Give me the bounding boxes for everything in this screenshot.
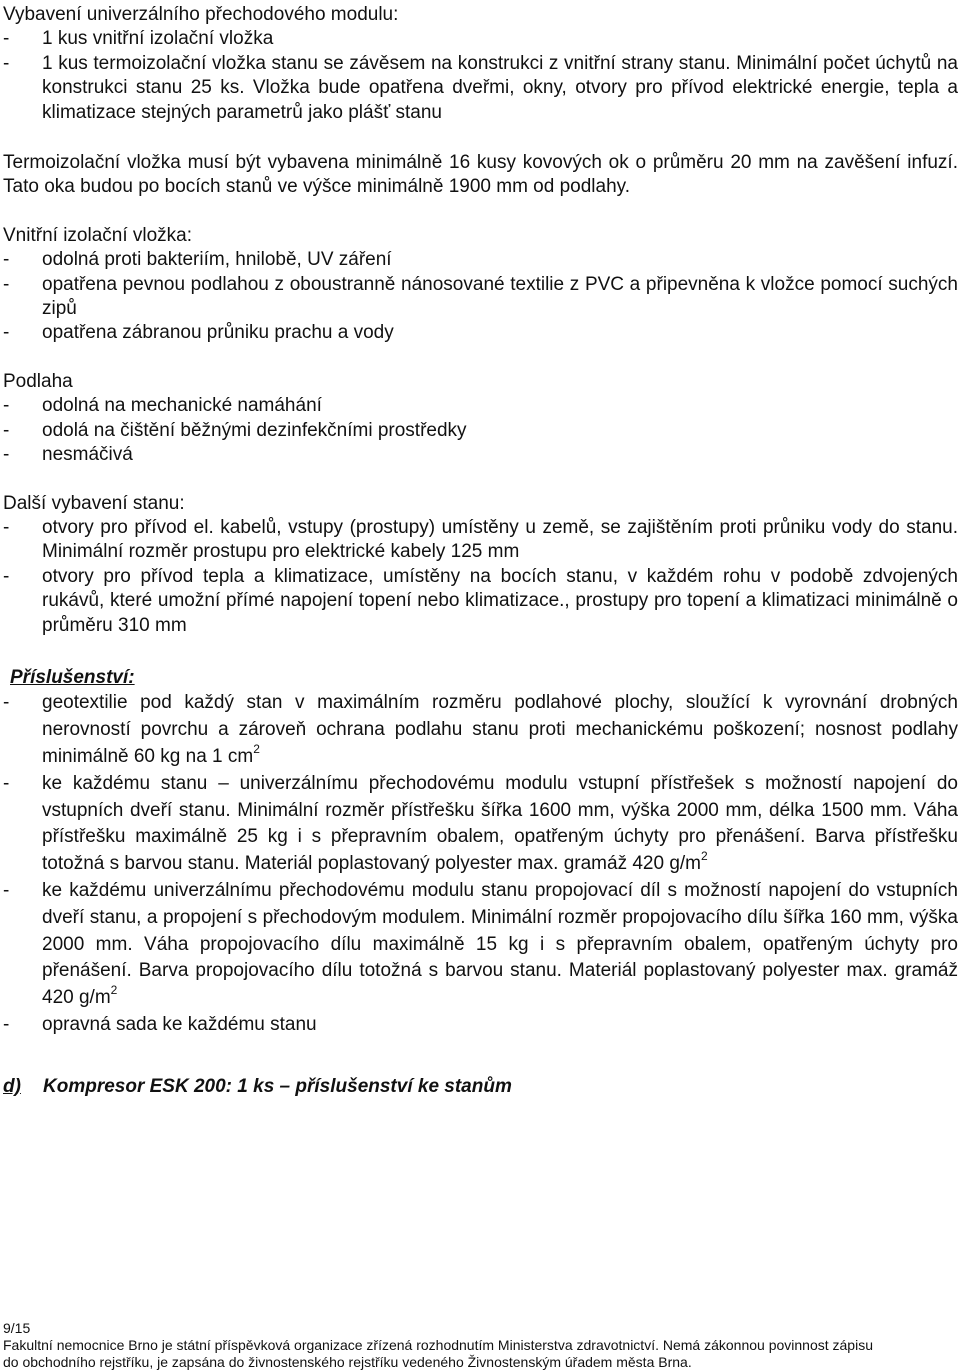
list-item: - odolná na mechanické namáhání xyxy=(3,394,958,418)
page-number: 9/15 xyxy=(3,1320,31,1336)
other-equipment-list xyxy=(3,516,958,638)
inner-liner-list xyxy=(3,248,958,346)
list-item xyxy=(3,690,958,770)
other-equipment-heading: Další vybavení stanu: xyxy=(3,492,185,514)
accessories-heading xyxy=(3,666,958,690)
document-page xyxy=(3,3,958,1039)
page-footer xyxy=(3,1320,958,1371)
list-item: - opatřena pevnou podlahou z oboustranně nánosované textilie z PVC a připevněna k vložce pomocí suchých zipů xyxy=(3,273,958,322)
section-letter: d) xyxy=(3,1076,21,1097)
module-list xyxy=(3,27,958,125)
superscript: 2 xyxy=(701,849,708,864)
list-item: - nesmáčivá xyxy=(3,443,958,467)
list-item: - otvory pro přívod tepla a klimatizace, umístěny na bocích stanu, v každém rohu v podobě zdvojených rukávů, které umožní přímé napojení topení nebo klimatizace., prostupy pro topení a klimatizaci minimálně o průměru 310 mm xyxy=(3,565,958,638)
superscript: 2 xyxy=(253,741,260,756)
list-item xyxy=(3,878,958,1012)
inner-liner-heading: Vnitřní izolační vložka: xyxy=(3,224,193,246)
list-item: - odolná proti bakteriím, hnilobě, UV záření xyxy=(3,248,958,272)
list-item: - 1 kus termoizolační vložka stanu se závěsem na konstrukci z vnitřní strany stanu. Minimální počet úchytů na konstrukci stanu 25 ks. Vložka bude opatřena dveřmi, okny, otvory pro přívod elektrické energie, tepla a klimatizace stejných parametrů jako plášť stanu xyxy=(3,52,958,125)
list-item-text: geotextilie pod každý stan v maximálním rozměru podlahové plochy, sloužící k vyrovnání drobných nerovností povrchu a zároveň ochrana podlahu stanu proti mechanickému poškození; nosnost podlahy minimálně 60 kg na 1 cm xyxy=(42,692,958,767)
list-item xyxy=(3,1012,958,1039)
list-item: - otvory pro přívod el. kabelů, vstupy (prostupy) umístěny u země, se zajištěním proti průniku vody do stanu. Minimální rozměr prostupu pro elektrické kabely 125 mm xyxy=(3,516,958,565)
section-d-heading xyxy=(3,1075,512,1099)
list-item-text: ke každému stanu – univerzálnímu přechodovému modulu vstupní přístřešek s možností napojení do vstupních dveří stanu. Minimální rozměr přístřešku šířka 1600 mm, výška 2000 mm, délka 1500 mm. Váha přístřešku maximálně 25 kg i s přepravním obalem, opatřeným úchyty pro přenášení. Barva přístřešku totožná s barvou stanu. Materiál poplastovaný polyester max. gramáž 420 g/m xyxy=(42,772,958,875)
list-item xyxy=(3,771,958,878)
footer-line: Fakultní nemocnice Brno je státní příspěvková organizace zřízená rozhodnutím Ministerstva zdravotnictví. Nemá zákonnou povinnost zápisu xyxy=(3,1337,873,1353)
module-heading: Vybavení univerzálního přechodového modulu: xyxy=(3,4,399,25)
list-item: - opatřena zábranou průniku prachu a vody xyxy=(3,321,958,345)
section-title: Kompresor ESK 200: 1 ks – příslušenství ke stanům xyxy=(43,1076,512,1097)
list-item-text: ke každému univerzálnímu přechodovému modulu stanu propojovací díl s možností napojení do vstupních dveří stanu, a propojení s přechodovým modulem. Minimální rozměr propojovacího dílu šířka 160 mm, výška 2000 mm. Váha propojovacího dílu maximálně 15 kg i s přepravním obalem, opatřeným úchyty pro přenášení. Barva propojovacího dílu totožná s barvou stanu. Materiál poplastovaný polyester max. gramáž 420 g/m xyxy=(42,879,958,1009)
list-item-text: opravná sada ke každému stanu xyxy=(42,1013,317,1035)
footer-line: do obchodního rejstříku, je zapsána do živnostenského rejstříku vedeného Živnostenským úřadem města Brna. xyxy=(3,1354,692,1370)
list-item: - 1 kus vnitřní izolační vložka xyxy=(3,27,958,51)
accessories-heading-text: Příslušenství: xyxy=(10,666,135,688)
superscript: 2 xyxy=(110,983,118,998)
accessories-list xyxy=(3,690,958,1038)
termo-paragraph: Termoizolační vložka musí být vybavena minimálně 16 kusy kovových ok o průměru 20 mm na zavěšení infuzí. Tato oka budou po bocích stanů ve výšce minimálně 1900 mm od podlahy. xyxy=(3,152,958,198)
floor-list xyxy=(3,394,958,467)
floor-heading: Podlaha xyxy=(3,370,73,392)
list-item: - odolá na čištění běžnými dezinfekčními prostředky xyxy=(3,419,958,443)
accessories-section xyxy=(3,666,958,1039)
